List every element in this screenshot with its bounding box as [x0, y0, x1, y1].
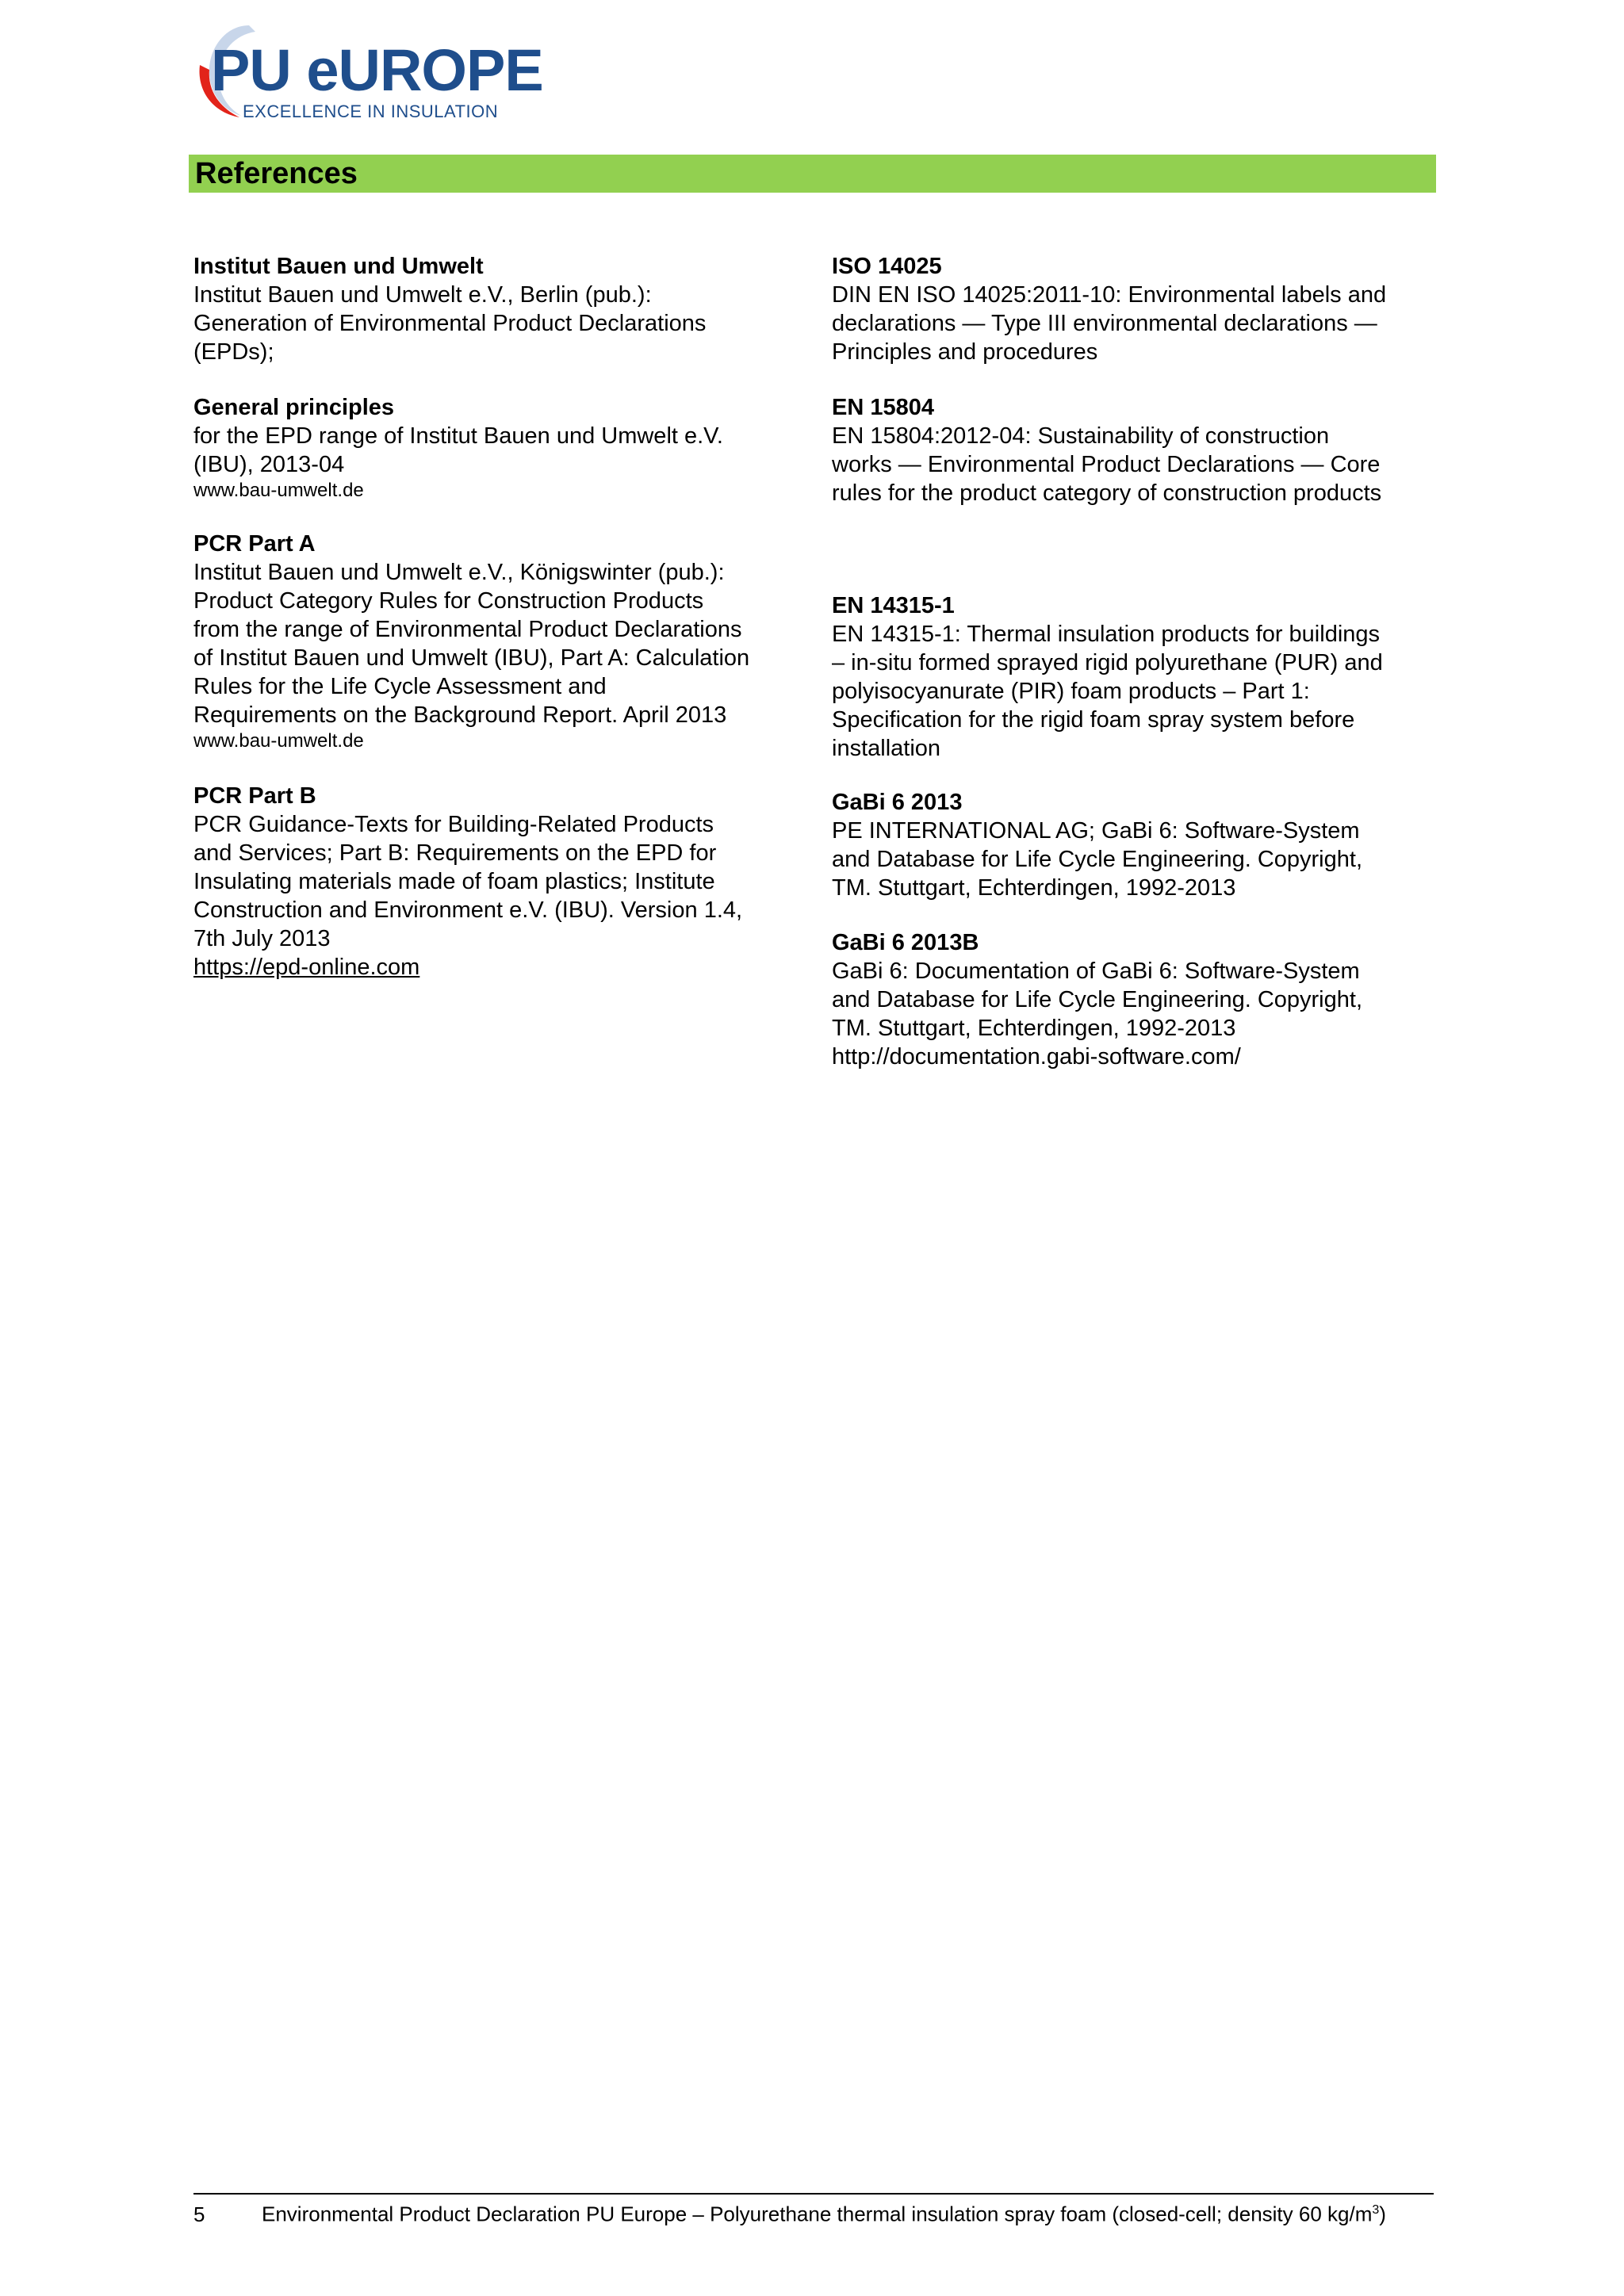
footer-superscript: 3 — [1372, 2203, 1380, 2217]
section-title: References — [195, 157, 358, 190]
reference-iso-14025 — [832, 252, 1442, 366]
reference-ibu — [193, 252, 804, 366]
logo-tagline: EXCELLENCE IN INSULATION — [243, 101, 499, 121]
reference-body: GaBi 6: Documentation of GaBi 6: Software-System and Database for Life Cycle Engineering. Copyright, TM. Stuttgart, Echterdingen, 1992-2013 http://documentation.gabi-software.com/ — [832, 959, 1362, 1070]
pu-europe-logo — [193, 17, 543, 135]
reference-title: EN 14315-1 — [832, 593, 955, 618]
reference-title: GaBi 6 2013 — [832, 790, 963, 815]
logo-pu-text: PU — [211, 37, 291, 103]
section-header-bar — [189, 155, 1436, 193]
page-number: 5 — [193, 2202, 205, 2226]
reference-en-15804 — [832, 393, 1442, 507]
logo-europe-text: eUROPE — [306, 37, 543, 103]
reference-body: EN 15804:2012-04: Sustainability of construction works — Environmental Product Declarations — Core rules for the product category of construction products — [832, 423, 1382, 506]
reference-body: Institut Bauen und Umwelt e.V., Königswinter (pub.): Product Category Rules for Construction Products from the range of Environmental Product Declarations of Institut Bauen und Umwelt (IBU), Part A: Calculation Rules for the Life Cycle Assessment and Requirements on the Background Report. April 2013 — [193, 560, 750, 728]
reference-body: PE INTERNATIONAL AG; GaBi 6: Software-System and Database for Life Cycle Engineering. Copyright, TM. Stuttgart, Echterdingen, 1992-2013 — [832, 818, 1362, 901]
reference-body: PCR Guidance-Texts for Building-Related Products and Services; Part B: Requirements on the EPD for Insulating materials made of foam plastics; Institute Construction and Environment e.V. (IBU). Version 1.4, 7th July 2013 — [193, 812, 743, 951]
reference-url[interactable]: www.bau-umwelt.de — [193, 730, 364, 752]
reference-gabi-6-2013b — [832, 928, 1442, 1071]
reference-en-14315-1 — [832, 591, 1442, 763]
reference-title: General principles — [193, 395, 395, 420]
reference-body: EN 14315-1: Thermal insulation products for buildings – in-situ formed sprayed rigid polyurethane (PUR) and polyisocyanurate (PIR) foam products – Part 1: Specification for the rigid foam spray system before installation — [832, 622, 1383, 761]
footer-divider — [193, 2193, 1434, 2195]
reference-body: for the EPD range of Institut Bauen und Umwelt e.V. (IBU), 2013-04 — [193, 423, 723, 477]
reference-body: Institut Bauen und Umwelt e.V., Berlin (pub.): Generation of Environmental Product Declarations (EPDs); — [193, 282, 707, 365]
reference-pcr-part-a — [193, 530, 804, 753]
reference-title: PCR Part B — [193, 783, 316, 809]
page-footer — [193, 2196, 1386, 2229]
reference-general-principles — [193, 393, 804, 503]
reference-title: GaBi 6 2013B — [832, 930, 979, 955]
reference-gabi-6-2013 — [832, 788, 1442, 902]
reference-body: DIN EN ISO 14025:2011-10: Environmental labels and declarations — Type III environmental declarations — Principles and procedures — [832, 282, 1387, 365]
reference-url[interactable]: www.bau-umwelt.de — [193, 480, 364, 501]
reference-title: Institut Bauen und Umwelt — [193, 254, 484, 279]
logo-wordmark — [211, 36, 543, 104]
reference-title: ISO 14025 — [832, 254, 942, 279]
reference-title: EN 15804 — [832, 395, 934, 420]
footer-text: Environmental Product Declaration PU Europe – Polyurethane thermal insulation spray foam (closed-cell; density 60 kg/m — [262, 2202, 1373, 2226]
reference-link[interactable]: https://epd-online.com — [193, 955, 420, 980]
reference-pcr-part-b — [193, 782, 804, 982]
reference-title: PCR Part A — [193, 531, 316, 557]
footer-close: ) — [1379, 2202, 1386, 2226]
